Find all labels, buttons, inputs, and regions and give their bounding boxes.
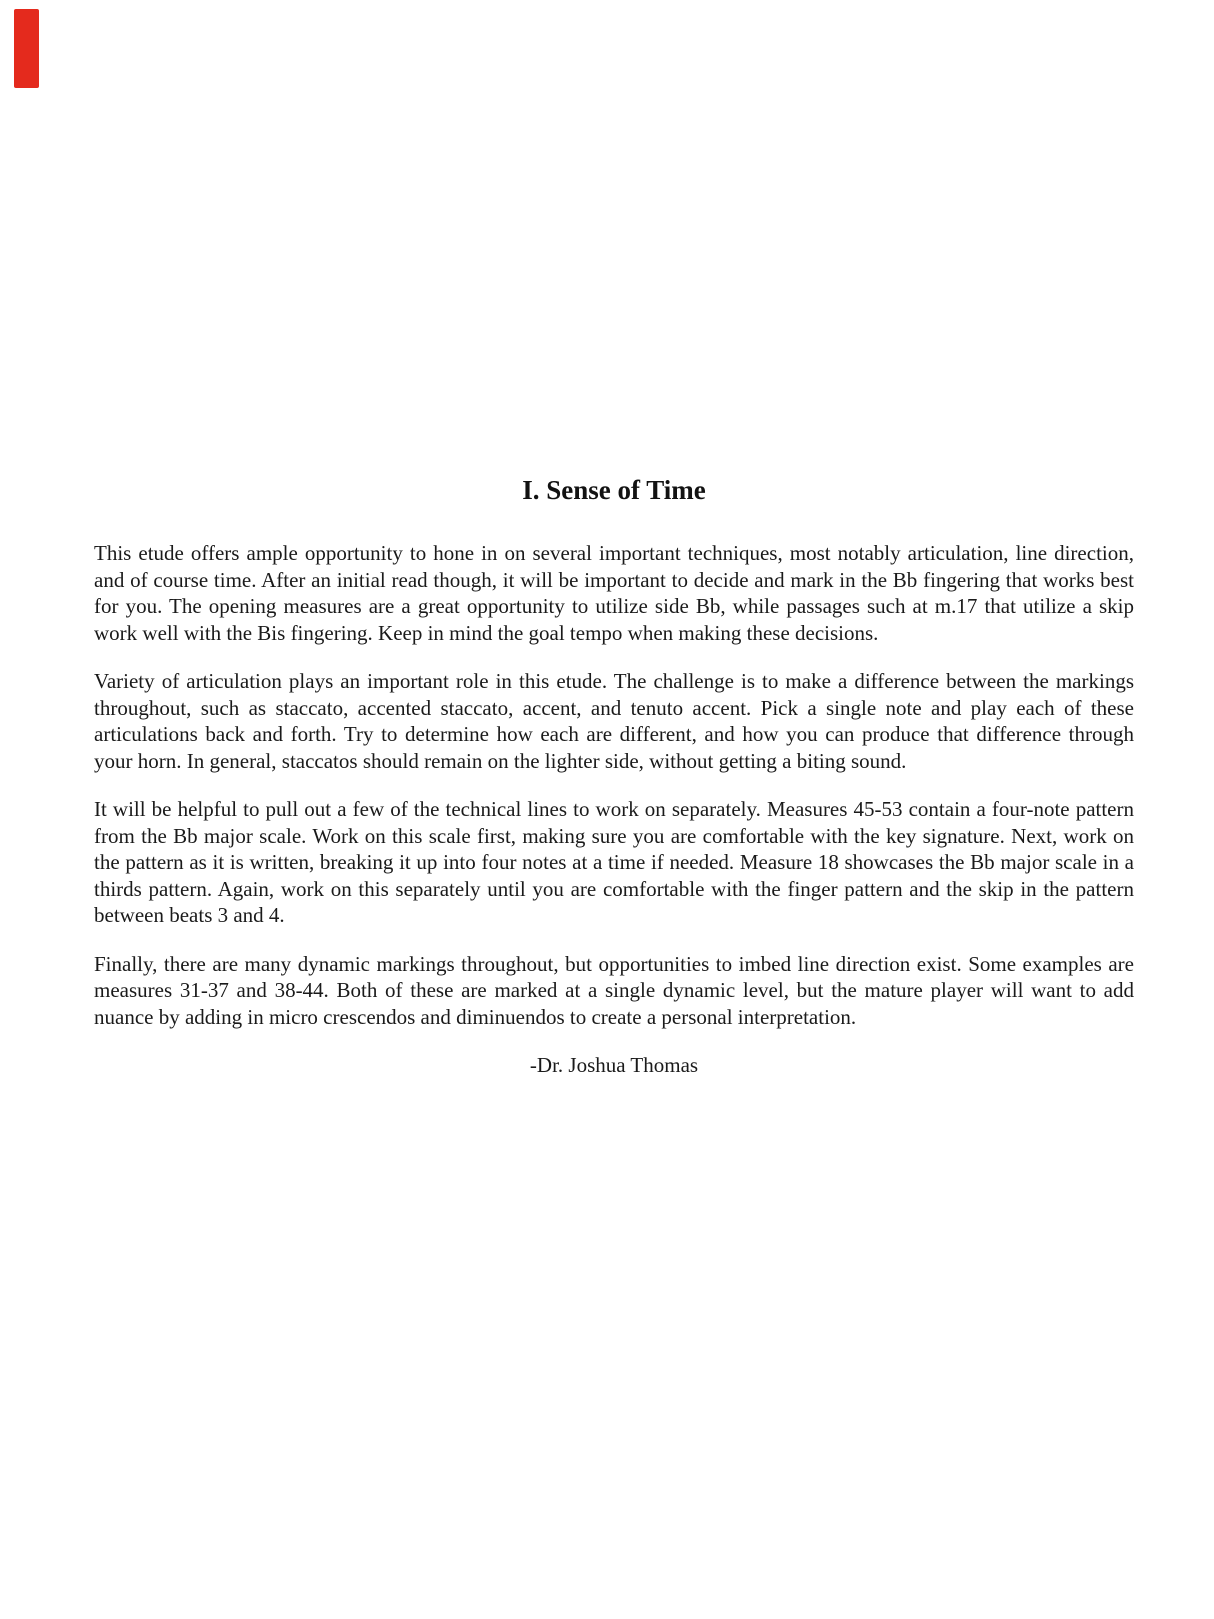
paragraph-dynamics: Finally, there are many dynamic markings throughout, but opportunities to imbed line direction exist. Some examples are measures 31-37 and 38-44. Both of these are marked at a single dynamic level, but the mature player will want to add nuance by adding in micro crescendos and diminuendos to create a personal interpretation.: [94, 951, 1134, 1029]
document-page: [94, 473, 1134, 1079]
paragraph-articulation: Variety of articulation plays an important role in this etude. The challenge is to make a difference between the markings throughout, such as staccato, accented staccato, accent, and tenuto accent. Pick a single note and play each of these articulations back and forth. Try to determine how each are different, and how you can produce that difference through your horn. In general, staccatos should remain on the lighter side, without getting a biting sound.: [94, 669, 1134, 773]
paragraph-technical-lines: It will be helpful to pull out a few of the technical lines to work on separately. Measures 45-53 contain a four-note pattern from the Bb major scale. Work on this scale first, making sure you are comfortable with the key signature. Next, work on the pattern as it is written, breaking it up into four notes at a time if needed. Measure 18 showcases the Bb major scale in a thirds pattern. Again, work on this separately until you are comfortable with the finger pattern and the skip in the pattern between beats 3 and 4.: [94, 797, 1134, 927]
red-corner-mark: [14, 9, 39, 88]
paragraph-fingering: This etude offers ample opportunity to hone in on several important techniques, most notably articulation, line direction, and of course time. After an initial read though, it will be important to decide and mark in the Bb fingering that works best for you. The opening measures are a great opportunity to utilize side Bb, while passages such at m.17 that utilize a skip work well with the Bis fingering. Keep in mind the goal tempo when making these decisions.: [94, 541, 1134, 645]
author-signature: -Dr. Joshua Thomas: [529, 1053, 699, 1077]
section-title: I. Sense of Time: [522, 475, 706, 505]
